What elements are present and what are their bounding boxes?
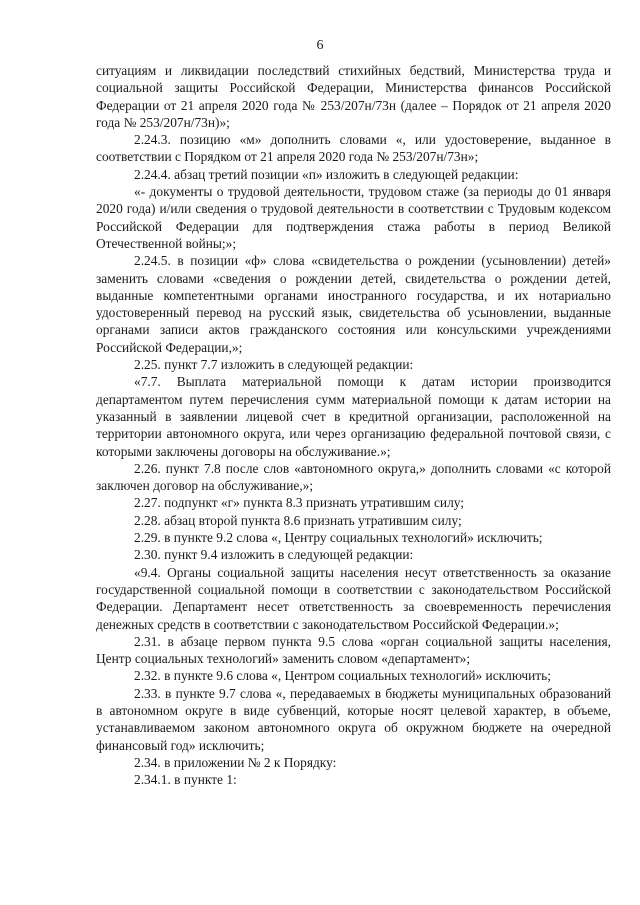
paragraph-2-31: 2.31. в абзаце первом пункта 9.5 слова «орган социальной защиты населения, Центр социальных технологий» заменить словом «департамент»; <box>96 633 611 667</box>
paragraph-2-24-4-quote: «- документы о трудовой деятельности, трудовом стаже (за периоды до 01 января 2020 года) и/или сведения о трудовой деятельности в соответствии с Трудовым кодексом Российской Федерации для подтверждения стажа работы в период Великой Отечественной войны;»; <box>96 184 611 251</box>
paragraph-2-33: 2.33. в пункте 9.7 слова «, передаваемых в бюджеты муниципальных образований в автономном округе в виде субвенций, которые носят целевой характер, в объеме, устанавливаемом законом автономного округа об окружном бюджете на очередной финансовый год» исключить; <box>96 685 611 753</box>
paragraph-2-34: 2.34. в приложении № 2 к Порядку: <box>134 754 337 770</box>
paragraph-continuation: ситуациям и ликвидации последствий стихийных бедствий, Министерства труда и социальной защиты Российской Федерации, Министерства финансов Российской Федерации от 21 апреля 2020 года № 253/207н/73н (далее – Порядок от 21 апреля 2020 года № 253/207н/73н)»; <box>96 63 611 130</box>
paragraph-2-24-5: 2.24.5. в позиции «ф» слова «свидетельства о рождении (усыновлении) детей» заменить словами «сведения о рождении детей, свидетельства о рождении детей, выданные компетентными органами иностранного государства, и их нотариально удостоверенный перевод на русский язык, свидетельства об усыновлении, выданные органами записи актов гражданского состояния или консульскими учреждениями Российской Федерации,»; <box>96 253 611 355</box>
paragraph-2-24-3: 2.24.3. позицию «м» дополнить словами «, или удостоверение, выданное в соответствии с Порядком от 21 апреля 2020 года № 253/207н/73н»; <box>96 132 611 165</box>
paragraph-2-25: 2.25. пункт 7.7 изложить в следующей редакции: <box>134 357 414 373</box>
paragraph-2-30: 2.30. пункт 9.4 изложить в следующей редакции: <box>134 547 414 563</box>
paragraph-2-24-4: 2.24.4. абзац третий позиции «п» изложить в следующей редакции: <box>134 166 519 182</box>
page-number: 6 <box>316 38 324 53</box>
paragraph-2-32: 2.32. в пункте 9.6 слова «, Центром социальных технологий» исключить; <box>134 668 551 684</box>
paragraph-2-29: 2.29. в пункте 9.2 слова «, Центру социальных технологий» исключить; <box>134 530 543 546</box>
document-body <box>96 62 611 788</box>
paragraph-2-34-1: 2.34.1. в пункте 1: <box>134 772 237 788</box>
paragraph-2-27: 2.27. подпункт «г» пункта 8.3 признать утратившим силу; <box>134 495 465 511</box>
paragraph-2-25-quote: «7.7. Выплата материальной помощи к датам истории производится департаментом путем перечисления сумм материальной помощи к датам истории на указанный в заявлении лицевой счет в кредитной организации, расположенной на территории автономного округа, или через организацию федеральной почтовой связи, с которыми заключены договоры на обслуживание.»; <box>96 374 611 459</box>
paragraph-2-26: 2.26. пункт 7.8 после слов «автономного округа,» дополнить словами «с которой заключен договор на обслуживание,»; <box>96 460 611 494</box>
paragraph-2-30-quote: «9.4. Органы социальной защиты населения несут ответственность за оказание государственной социальной помощи в соответствии с законодательством Российской Федерации. Департамент несет ответственность за своевременность перечисления денежных средств в соответствии с законодательством Российской Федерации.»; <box>96 564 611 632</box>
paragraph-2-28: 2.28. абзац второй пункта 8.6 признать утратившим силу; <box>134 512 462 528</box>
